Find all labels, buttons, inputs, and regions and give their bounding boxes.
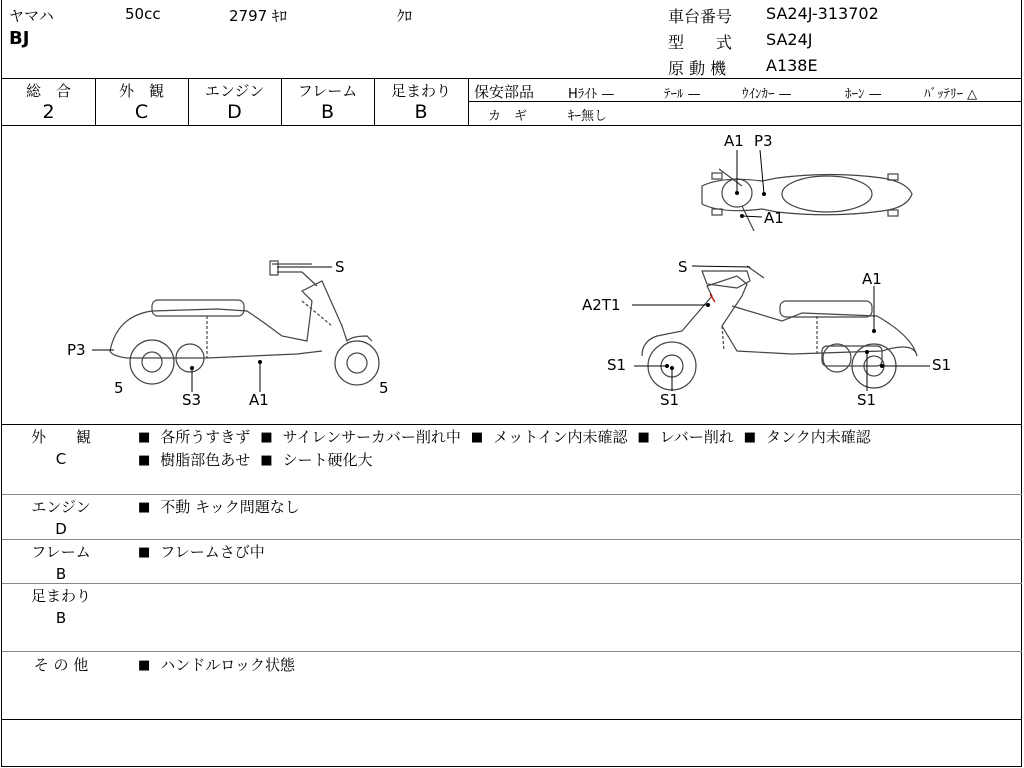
- defect-item: ■ レバー削れ: [637, 426, 733, 449]
- section-frame: [2, 541, 1022, 583]
- label-right-s1-d: S1: [857, 391, 877, 409]
- defect-item: ■ フレームさび中: [138, 541, 265, 564]
- safety-item-battery: ﾊﾞｯﾃﾘｰ △: [924, 87, 978, 102]
- frame-no-label: 車台番号: [668, 7, 733, 26]
- grade-total-label: 総 合: [25, 82, 71, 100]
- grade-total-value: 2: [42, 101, 55, 123]
- label-left-5a: 5: [114, 379, 124, 397]
- model-name: BJ: [9, 28, 30, 49]
- section-exterior: [2, 426, 1022, 494]
- label-top-p3: P3: [754, 132, 773, 150]
- maker: ヤマハ: [9, 7, 54, 25]
- mileage: 2797 ｷﾛ: [229, 7, 287, 25]
- defect-item: ■ 不動 キック問題なし: [138, 496, 300, 519]
- defect-item: ■ 樹脂部色あせ: [138, 449, 250, 472]
- key-label: カ ギ: [488, 109, 528, 124]
- safety-item-horn: ﾎｰﾝ —: [845, 87, 882, 102]
- grade-exterior-label: 外 観: [118, 82, 164, 100]
- displacement: 50cc: [125, 5, 161, 23]
- section-frame-grade: B: [55, 565, 67, 583]
- label-right-a1: A1: [862, 270, 882, 288]
- inspection-sheet: [1, 0, 1022, 767]
- type-label: 型 式: [668, 33, 733, 52]
- defect-item: ■ メットイン内未確認: [471, 426, 628, 449]
- section-suspension-label: 足まわり: [30, 587, 91, 605]
- key-value: ｷｰ無し: [568, 109, 608, 124]
- section-suspension: [2, 585, 1022, 649]
- section-exterior-label: 外 観: [30, 428, 91, 446]
- frame-no: SA24J-313702: [766, 4, 879, 23]
- engine-value: A138E: [766, 56, 818, 75]
- left-view-scooter: [110, 261, 379, 385]
- grade-frame-value: B: [320, 101, 335, 123]
- color: ｸﾛ: [397, 7, 413, 25]
- type-value: SA24J: [766, 30, 813, 49]
- grade-suspension-label: 足まわり: [390, 82, 451, 100]
- engine-label: 原 動 機: [668, 59, 727, 78]
- safety-label: 保安部品: [474, 83, 535, 101]
- section-engine-grade: D: [55, 520, 67, 538]
- defect-item: ■ シート硬化大: [260, 449, 372, 472]
- label-right-a2t1: A2T1: [582, 296, 621, 314]
- grade-exterior-value: C: [134, 101, 149, 123]
- grade-engine-value: D: [227, 101, 242, 123]
- section-other-label: そ の 他: [33, 656, 89, 674]
- defect-item: ■ タンク内未確認: [744, 426, 871, 449]
- defect-item: ■ サイレンサーカバー削れ中: [260, 426, 461, 449]
- safety-item-headlight: Hﾗｲﾄ —: [568, 87, 615, 102]
- label-right-s1-b: S1: [660, 391, 680, 409]
- top-view-scooter: [702, 169, 912, 231]
- label-top-a1: A1: [724, 132, 744, 150]
- label-left-s: S: [335, 258, 345, 276]
- damage-diagram: [2, 126, 1022, 424]
- section-engine-label: エンジン: [31, 498, 91, 516]
- label-left-s3: S3: [182, 391, 202, 409]
- label-right-s1-a: S1: [607, 356, 627, 374]
- defect-item: ■ 各所うすきず: [138, 426, 250, 449]
- safety-item-tail: ﾃｰﾙ —: [664, 87, 701, 102]
- defect-item: ■ ハンドルロック状態: [138, 654, 295, 677]
- section-other: [2, 654, 1022, 718]
- safety-item-winker: ｳｲﾝｶｰ —: [742, 87, 792, 102]
- label-top-a1-b: A1: [764, 209, 784, 227]
- section-engine: [2, 496, 1022, 538]
- label-left-5b: 5: [379, 379, 389, 397]
- section-frame-label: フレーム: [31, 543, 91, 561]
- label-left-a1: A1: [249, 391, 269, 409]
- label-right-s1-c: S1: [932, 356, 952, 374]
- section-exterior-grade: C: [55, 450, 67, 468]
- grade-engine-label: エンジン: [204, 82, 265, 100]
- label-right-s: S: [678, 258, 688, 276]
- label-left-p3: P3: [67, 341, 86, 359]
- grade-suspension-value: B: [414, 101, 428, 123]
- section-suspension-grade: B: [55, 609, 67, 627]
- grade-frame-label: フレーム: [297, 82, 358, 100]
